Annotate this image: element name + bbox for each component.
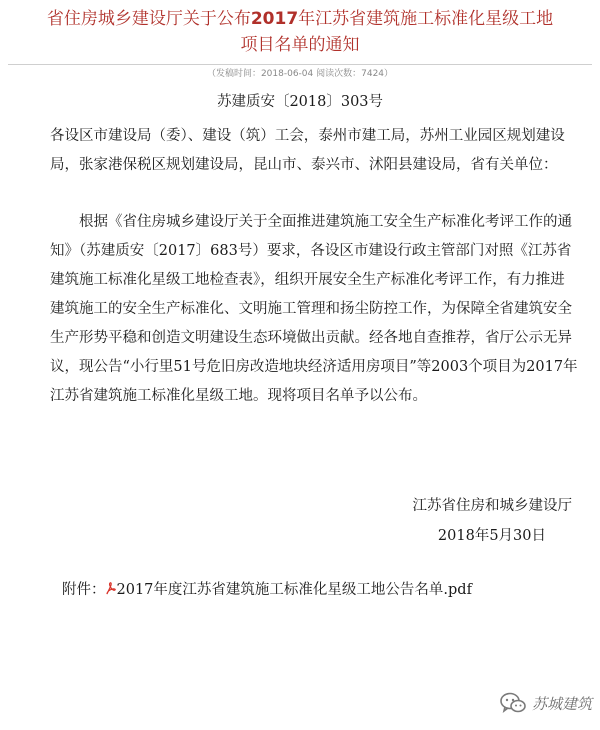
- signature-organization: 江苏省住房和城乡建设厅: [412, 498, 572, 514]
- source-watermark: [500, 690, 592, 716]
- signature-date: 2018年5月30日: [437, 528, 546, 544]
- attachment-row: [62, 578, 562, 599]
- notice-title: [0, 6, 600, 58]
- publish-meta: （发稿时间：2018-06-04 阅读次数：7424）: [206, 69, 394, 79]
- title-line-1: 省住房城乡建设厅关于公布2017年江苏省建筑施工标准化星级工地: [46, 9, 554, 29]
- addressees-paragraph: 各设区市建设局（委）、建设（筑）工会，泰州市建工局，苏州工业园区规划建设局，张家港保税区规划建设局，昆山市、泰兴市、沭阳县建设局，省有关单位：: [50, 128, 565, 173]
- body-paragraph: 根据《省住房城乡建设厅关于全面推进建筑施工安全生产标准化考评工作的通知》（苏建质安〔2017〕683号）要求，各设区市建设行政主管部门对照《江苏省建筑施工标准化星级工地检查表》，组织开展安全生产标准化考评工作，有力推进建筑施工的安全生产标准化、文明施工管理和扬尘防控工作，为保障全省建筑安全生产形势平稳和创造文明建设生态环境做出贡献。经各地自查推荐，省厅公示无异议，现公告“小行里51号危旧房改造地块经济适用房项目”等2003个项目为2017年江苏省建筑施工标准化星级工地。现将项目名单予以公布。: [50, 214, 578, 404]
- title-divider: [8, 64, 592, 65]
- attachment-link[interactable]: 2017年度江苏省建筑施工标准化星级工地公告名单.pdf: [116, 582, 472, 598]
- document-number: 苏建质安〔2018〕303号: [216, 94, 384, 110]
- attachment-label: 附件：: [62, 582, 106, 598]
- title-line-2: 项目名单的通知: [240, 35, 360, 55]
- wechat-icon: [500, 692, 526, 714]
- watermark-text: 苏城建筑: [531, 694, 592, 713]
- pdf-icon[interactable]: [106, 582, 116, 595]
